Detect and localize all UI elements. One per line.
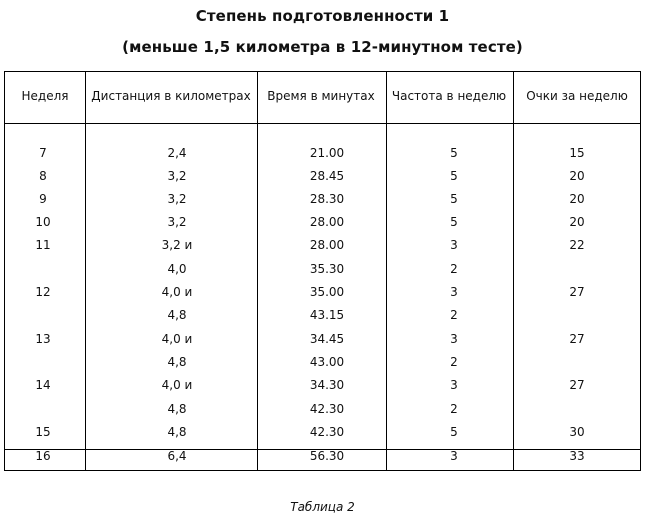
cell-distance: 4,8 (167, 308, 187, 322)
cell-distance: 4,0 и (161, 285, 193, 299)
cell-frequency: 2 (450, 402, 458, 416)
cell-week: 12 (35, 285, 51, 299)
cell-week: 16 (35, 449, 51, 463)
cell-week: 8 (39, 169, 47, 183)
cell-frequency: 3 (450, 332, 458, 346)
cell-frequency: 5 (450, 146, 458, 160)
cell-week: 11 (35, 238, 51, 252)
cell-points: 27 (569, 285, 585, 299)
cell-frequency: 3 (450, 378, 458, 392)
column-divider (386, 72, 387, 470)
cell-time: 34.30 (309, 378, 345, 392)
cell-points: 20 (569, 215, 585, 229)
cell-time: 35.00 (309, 285, 345, 299)
cell-points: 15 (569, 146, 585, 160)
column-header-frequency: Частота в неделю (391, 89, 507, 103)
cell-frequency: 2 (450, 262, 458, 276)
cell-frequency: 3 (450, 449, 458, 463)
column-header-time: Время в минутах (267, 89, 375, 103)
cell-distance: 4,8 (167, 425, 187, 439)
cell-frequency: 2 (450, 308, 458, 322)
cell-time: 42.30 (309, 402, 345, 416)
data-table (4, 71, 641, 471)
table-subtitle: (меньше 1,5 километра в 12-минутном тесте) (122, 38, 523, 56)
column-divider (257, 72, 258, 470)
cell-frequency: 3 (450, 285, 458, 299)
cell-distance: 3,2 (167, 192, 187, 206)
cell-distance: 3,2 (167, 215, 187, 229)
cell-distance: 6,4 (167, 449, 187, 463)
cell-distance: 4,8 (167, 402, 187, 416)
header-divider (5, 123, 640, 124)
cell-time: 35.30 (309, 262, 345, 276)
cell-frequency: 5 (450, 215, 458, 229)
cell-week: 7 (39, 146, 47, 160)
cell-time: 28.00 (309, 215, 345, 229)
cell-time: 28.00 (309, 238, 345, 252)
cell-distance: 4,0 и (161, 378, 193, 392)
cell-distance: 3,2 и (161, 238, 193, 252)
column-header-points: Очки за неделю (526, 89, 628, 103)
cell-week: 10 (35, 215, 51, 229)
cell-time: 34.45 (309, 332, 345, 346)
cell-time: 56.30 (309, 449, 345, 463)
cell-distance: 4,0 и (161, 332, 193, 346)
cell-points: 27 (569, 378, 585, 392)
cell-frequency: 2 (450, 355, 458, 369)
cell-distance: 2,4 (167, 146, 187, 160)
cell-points: 22 (569, 238, 585, 252)
cell-time: 28.45 (309, 169, 345, 183)
cell-distance: 3,2 (167, 169, 187, 183)
column-divider (85, 72, 86, 470)
cell-time: 43.15 (309, 308, 345, 322)
cell-week: 14 (35, 378, 51, 392)
cell-frequency: 3 (450, 238, 458, 252)
cell-points: 33 (569, 449, 585, 463)
column-divider (513, 72, 514, 470)
cell-time: 28.30 (309, 192, 345, 206)
cell-frequency: 5 (450, 169, 458, 183)
cell-points: 27 (569, 332, 585, 346)
cell-week: 13 (35, 332, 51, 346)
column-header-distance: Дистанция в километрах (91, 89, 251, 103)
table-title: Степень подготовленности 1 (195, 7, 450, 25)
cell-time: 42.30 (309, 425, 345, 439)
table-caption: Таблица 2 (290, 500, 355, 514)
cell-time: 21.00 (309, 146, 345, 160)
cell-points: 30 (569, 425, 585, 439)
cell-frequency: 5 (450, 192, 458, 206)
cell-time: 43.00 (309, 355, 345, 369)
cell-distance: 4,0 (167, 262, 187, 276)
column-header-week: Неделя (21, 89, 69, 103)
cell-points: 20 (569, 169, 585, 183)
cell-week: 15 (35, 425, 51, 439)
cell-points: 20 (569, 192, 585, 206)
cell-frequency: 5 (450, 425, 458, 439)
cell-week: 9 (39, 192, 47, 206)
cell-distance: 4,8 (167, 355, 187, 369)
